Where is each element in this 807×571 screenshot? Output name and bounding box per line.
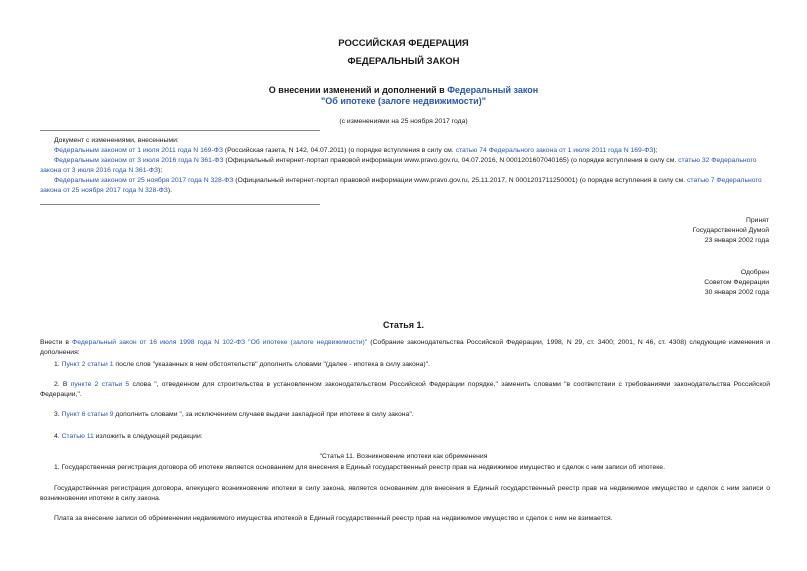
law-title-line2[interactable]: "Об ипотеке (залоге недвижимости)" [321, 96, 486, 106]
quoted-paragraph-1: 1. Государственная регистрация договора об ипотеке является основанием для внесения в Единый государственный реестр прав на недвижимое имущество и сделок с ним записи об ипотеке. [54, 464, 665, 471]
quoted-article-title: "Статья 11. Возникновение ипотеки как обременения [319, 453, 488, 460]
quoted-paragraph-3: Плата за внесение записи об обременении недвижимого имущества ипотекой в Единый государственный реестр прав на недвижимое имущество и сделок с ним не взимается. [54, 515, 613, 522]
change-law-link[interactable]: Федеральным законом от 1 июля 2011 года N 169-ФЗ [54, 147, 223, 154]
revision-note: (с изменениями на 25 ноября 2017 года) [339, 118, 468, 125]
adoption-line1: Принят [745, 217, 769, 224]
approval-line3: 30 января 2002 года [704, 289, 769, 296]
change-item [40, 146, 770, 156]
approval-line1: Одобрен [740, 269, 769, 276]
change-text-end: ); [653, 147, 658, 154]
approval-block [589, 268, 769, 298]
paragraph-3-link[interactable]: Пункт 6 статьи 9 [61, 411, 114, 418]
changes-block [40, 136, 770, 196]
paragraph-1-link[interactable]: Пункт 2 статьи 1 [61, 361, 114, 368]
paragraph-number: 4. [54, 433, 62, 440]
change-text: (Российская газета, N 142, 04.07.2011) (о порядке вступления в силу см. [223, 147, 456, 154]
intro-text: Внести в [40, 339, 73, 346]
federal-law-link[interactable]: Федеральный закон [447, 85, 539, 95]
changes-heading: Документ с изменениями, внесенными: [54, 137, 179, 144]
change-article-link[interactable]: статью 32 Федерального закона от 3 июля 2016 года N 361-ФЗ [40, 157, 757, 174]
change-article-link[interactable]: статью 74 Федерального закона от 1 июля 2011 года N 169-ФЗ [455, 147, 654, 154]
adoption-block [589, 216, 769, 246]
approval-line2: Советом Федерации [704, 279, 769, 286]
article-heading: Статья 1. [382, 320, 425, 330]
paragraph-3 [40, 410, 770, 420]
top-divider [40, 130, 320, 131]
paragraph-text: дополнить словами ", за исключением случаев выдачи закладной при ипотеке в силу закона". [113, 411, 414, 418]
paragraph-number: 3. [54, 411, 62, 418]
change-text: (Официальный интернет-портал правовой информации www.pravo.gov.ru, 04.07.2016, N 0001201607040165) (о порядке вступления в силу см. [223, 157, 679, 164]
change-text-end: ); [158, 167, 163, 174]
change-item [40, 156, 770, 176]
paragraph-number: 1. [54, 361, 62, 368]
change-article-link[interactable]: статью 7 Федерального закона от 25 ноября 2017 года N 328-ФЗ [40, 177, 762, 194]
intro-text-end: (Собрание законодательства Российской Федерации, 1998, N 29, ст. 3400; 2001, N 46, ст. 4308) следующие изменения и дополнения: [40, 339, 770, 356]
paragraph-4-link[interactable]: Статью 11 [61, 433, 94, 440]
change-text: (Официальный интернет-портал правовой информации www.pravo.gov.ru, 25.11.2017, N 0001201711250001) (о порядке вступления в силу см. [233, 177, 688, 184]
paragraph-2 [40, 380, 770, 400]
paragraph-1 [40, 360, 770, 370]
paragraph-text: после слов "указанных в нем обстоятельств" дополнить словами "(далее - ипотека в силу закона)". [113, 361, 430, 368]
change-text-end: ). [167, 187, 173, 194]
paragraph-4 [40, 432, 770, 442]
paragraph-number: 2. В [54, 381, 71, 388]
base-law-link[interactable]: Федеральный закон от 16 июля 1998 года N 102-ФЗ "Об ипотеке (залоге недвижимости)" [72, 339, 368, 346]
quoted-paragraph-2: Государственная регистрация договора, влекущего возникновение ипотеки в силу закона, является основанием для внесения в Единый государственный реестр прав на недвижимое имущество и сделок с ним записи о возникновении ипотеки в силу закона. [40, 485, 770, 502]
adoption-line3: 23 января 2002 года [704, 237, 769, 244]
adoption-line2: Государственной Думой [692, 227, 769, 234]
change-law-link[interactable]: Федеральным законом от 3 июля 2016 года N 361-ФЗ [54, 157, 224, 164]
change-item [40, 176, 770, 196]
article-intro [40, 338, 770, 358]
federation-heading: РОССИЙСКАЯ ФЕДЕРАЦИЯ [338, 38, 469, 49]
law-title-prefix: О внесении изменений и дополнений в [268, 85, 448, 95]
law-type-heading: ФЕДЕРАЛЬНЫЙ ЗАКОН [347, 56, 460, 67]
paragraph-text: изложить в следующей редакции: [93, 433, 203, 440]
law-title-line1 [0, 85, 807, 96]
change-law-link[interactable]: Федеральным законом от 25 ноября 2017 года N 328-ФЗ [54, 177, 234, 184]
paragraph-2-link[interactable]: пункте 2 статьи 5 [70, 381, 130, 388]
paragraph-text: слова ", отведенном для строительства в установленном законодательством Российской Федерации порядке," заменить словами "в соответствии с требованиями законодательства Российской Федерации,". [40, 381, 770, 398]
bottom-divider [40, 204, 320, 205]
